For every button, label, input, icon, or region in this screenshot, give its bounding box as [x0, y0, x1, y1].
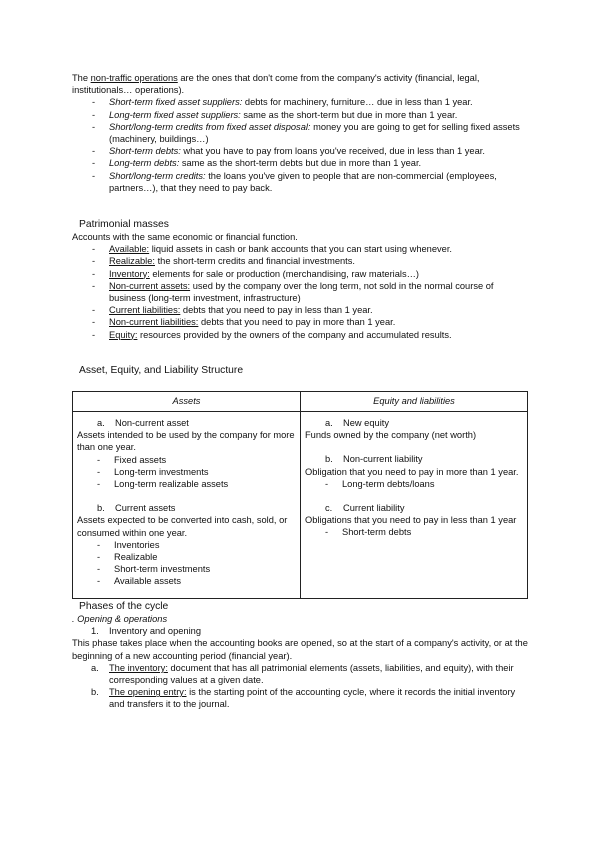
item-term: Non-current assets: [109, 280, 191, 291]
category-title [77, 502, 296, 514]
assets-header: Assets [73, 392, 300, 412]
category-desc: Obligations that you need to pay in less than 1 year [305, 515, 517, 526]
item-text: what you have to pay from loans you've received, due in less than 1 year. [180, 146, 485, 157]
item-term: Equity: [109, 329, 138, 340]
list-item [72, 255, 530, 267]
list-item [72, 109, 530, 121]
item-term: Short-term fixed asset suppliers: [109, 97, 243, 108]
category-title [305, 453, 523, 465]
non-traffic-intro [72, 72, 530, 96]
item-term: Long-term debts: [109, 158, 180, 169]
item-term: Inventory: [109, 268, 150, 279]
category-desc: Assets expected to be converted into cash, sold, or consumed within one year. [77, 515, 288, 538]
non-traffic-term: non-traffic operations [90, 73, 178, 83]
list-item [72, 329, 530, 341]
equity-cell [301, 412, 527, 539]
list-item: - Short-term debts [305, 526, 523, 538]
item-text: same as the short-term but due in more than 1 year. [240, 109, 458, 120]
category-name: Non-current liability [343, 454, 423, 465]
list-item: - Fixed assets [77, 454, 296, 466]
list-item [72, 121, 530, 145]
item-text: same as the short-term debts but due in more than 1 year. [179, 158, 422, 169]
structure-table [72, 391, 528, 599]
list-item [72, 145, 530, 157]
category-list [77, 454, 296, 491]
intro-text: are the ones that don't come from the company's activity (financial, legal, institutionals… operations). [72, 73, 480, 96]
structure-section [72, 364, 530, 377]
assets-cell [73, 412, 300, 588]
item-text: debts that you need to pay in less than 1 year. [180, 305, 373, 316]
list-item [72, 280, 530, 304]
list-item [72, 304, 530, 316]
step-name: Inventory and opening [109, 626, 202, 637]
category-name: Non-current asset [115, 418, 189, 428]
item-text: is the starting point of the accounting cycle, where it records the initial inventory and transfers it to the journal. [109, 687, 516, 710]
item-text: document that has all patrimonial elements (assets, liabilities, and equity), with their corresponding values at a given date. [109, 662, 514, 686]
step-title [72, 625, 530, 637]
non-traffic-list [72, 96, 530, 194]
phases-subheading: . Opening & operations [72, 614, 168, 624]
equity-header: Equity and liabilities [301, 392, 527, 412]
list-item: - Short-term investments [77, 563, 296, 575]
non-traffic-section [72, 72, 530, 194]
item-term: Short/long-term credits: [109, 170, 206, 181]
list-item [72, 157, 530, 169]
item-term: Short/long-term credits from fixed asset disposal: [109, 121, 311, 132]
item-term: The opening entry: [109, 687, 187, 698]
category-name: Current liability [343, 503, 405, 514]
patrimonial-intro: Accounts with the same economic or financial function. [72, 232, 298, 242]
intro-text: The [72, 73, 91, 83]
category-title [305, 417, 523, 429]
section-heading: Asset, Equity, and Liability Structure [79, 365, 244, 376]
category-name: New equity [343, 418, 389, 428]
list-item: - Long-term debts/loans [305, 478, 523, 490]
category-letter: b. [325, 454, 333, 465]
category-desc: Obligation that you need to pay in more than 1 year. [305, 466, 519, 477]
item-term: Current liabilities: [109, 305, 181, 316]
item-letter: a. [91, 662, 99, 673]
category-list [77, 539, 296, 588]
list-item: - Inventories [77, 539, 296, 551]
list-item: - Long-term investments [77, 466, 296, 478]
category-letter: a. [97, 418, 105, 428]
category-letter: a. [325, 418, 333, 428]
list-item [72, 662, 530, 686]
equity-column [301, 392, 527, 598]
list-item [72, 316, 530, 328]
item-term: Realizable: [109, 256, 155, 267]
item-term: Short-term debts: [109, 146, 181, 157]
item-text: liquid assets in cash or bank accounts that you can start using whenever. [149, 244, 452, 255]
item-term: The inventory: [109, 662, 168, 673]
category-title [77, 417, 296, 429]
list-item: - Long-term realizable assets [77, 478, 296, 490]
patrimonial-list [72, 243, 530, 341]
item-text: money you are going to get for selling fixed assets (machinery, buildings…) [109, 121, 520, 145]
list-item [72, 268, 530, 280]
category-title [305, 502, 523, 514]
list-item [72, 243, 530, 255]
patrimonial-section [72, 218, 530, 341]
item-text: debts that you need to pay in more than 1 year. [198, 317, 396, 328]
category-desc: Funds owned by the company (net worth) [305, 430, 477, 441]
phases-section [72, 600, 530, 711]
item-text: the short-term credits and financial investments. [155, 256, 355, 267]
list-item [72, 686, 530, 710]
category-letter: b. [97, 503, 105, 514]
item-text: elements for sale or production (merchandising, raw materials…) [149, 268, 420, 279]
item-text: the loans you've given to people that are non-commercial (employees, partners…), that they need to pay back. [109, 170, 497, 193]
item-term: Non-current liabilities: [109, 317, 199, 328]
section-heading: Phases of the cycle [79, 601, 169, 612]
section-heading: Patrimonial masses [79, 219, 169, 230]
category-letter: c. [325, 503, 333, 514]
step-number: 1. [91, 626, 99, 637]
phases-paragraph: This phase takes place when the accounting books are opened, so at the start of a company's activity, or at the beginning of a new accounting period (financial year). [72, 638, 528, 661]
category-name: Current assets [115, 503, 176, 514]
category-desc: Assets intended to be used by the company for more than one year. [77, 430, 295, 453]
assets-column [73, 392, 301, 598]
item-text: debts for machinery, furniture… due in less than 1 year. [242, 97, 473, 108]
category-list [305, 478, 523, 490]
item-term: Long-term fixed asset suppliers: [109, 109, 241, 120]
item-term: Available: [109, 244, 150, 255]
item-text: resources provided by the owners of the company and accumulated results. [137, 329, 452, 340]
item-letter: b. [91, 687, 99, 698]
list-item [72, 170, 530, 194]
list-item: - Available assets [77, 575, 296, 587]
list-item: - Realizable [77, 551, 296, 563]
list-item [72, 96, 530, 108]
category-list [305, 526, 523, 538]
item-text: used by the company over the long term, not sold in the normal course of business (long-term investment, infrastructure) [109, 280, 494, 304]
